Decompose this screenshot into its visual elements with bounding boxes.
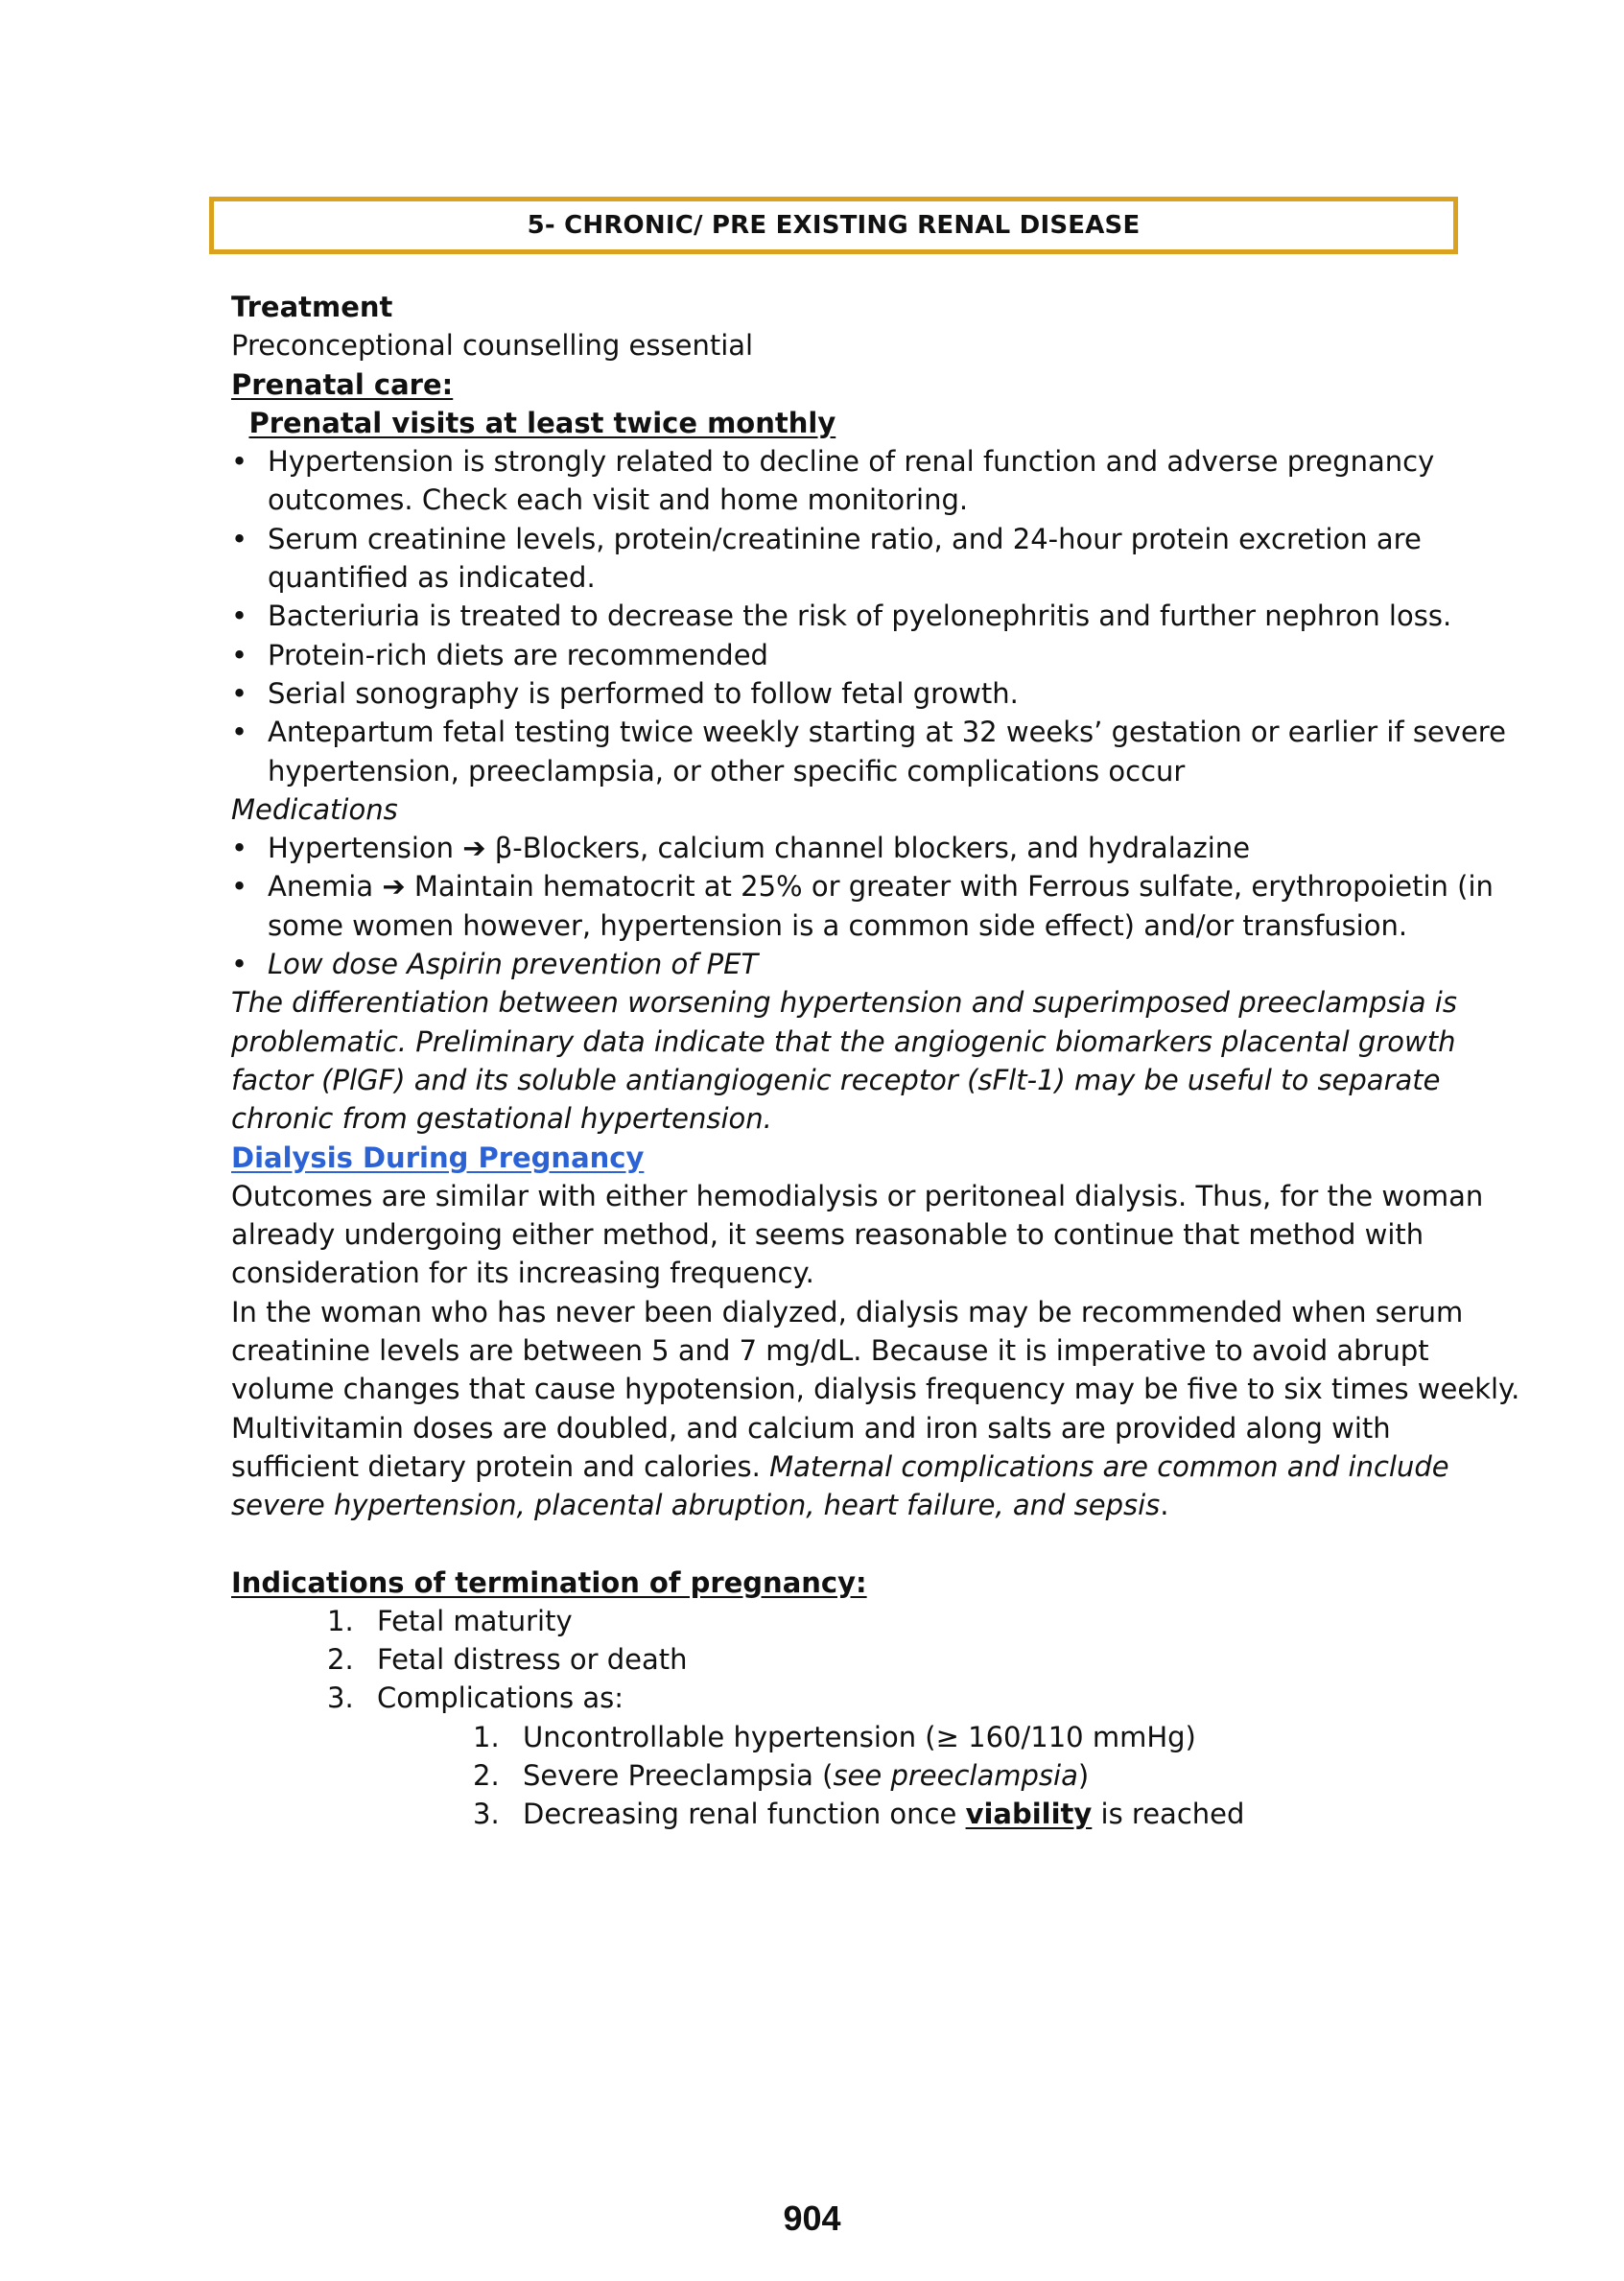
page-content [231, 288, 1520, 1834]
complication-item [473, 1718, 1440, 1756]
arrow-right-icon: ➔ [382, 870, 406, 904]
medication-item [231, 867, 1494, 945]
bullet-icon: • [231, 522, 248, 555]
complication-item [473, 1795, 1440, 1833]
prenatal-bullet-list [231, 442, 1506, 790]
item-text: Fetal maturity [377, 1604, 573, 1637]
termination-item [327, 1679, 1440, 1833]
counselling-text: Preconceptional counselling essential [231, 329, 754, 363]
text-segment: ) [1077, 1758, 1090, 1792]
medication-item [231, 945, 1440, 983]
text-segment: sufficient dietary protein and calories. [231, 1449, 770, 1483]
bullet-icon: • [231, 600, 248, 633]
bullet-text-line: Protein-rich diets are recommended [268, 638, 768, 671]
medication-item [231, 829, 1440, 867]
text-line: already undergoing either method, it seems reasonable to continue that method with [231, 1218, 1424, 1252]
bullet-text-line: Antepartum fetal testing twice weekly starting at 32 weeks’ gestation or earlier if severe [268, 716, 1506, 749]
item-number: 1. [327, 1604, 354, 1637]
section-title: 5- CHRONIC/ PRE EXISTING RENAL DISEASE [527, 211, 1141, 240]
viability-term: viability [965, 1798, 1093, 1831]
text-line: consideration for its increasing frequency. [231, 1257, 814, 1290]
bullet-icon: • [231, 832, 248, 865]
text-line: The differentiation between worsening hypertension and superimposed preeclampsia is [231, 986, 1457, 1020]
bullet-icon: • [231, 948, 248, 981]
hypertension-label: Hypertension [268, 832, 455, 865]
termination-heading: Indications of termination of pregnancy: [231, 1565, 867, 1599]
text-segment: is reached [1092, 1798, 1245, 1831]
anemia-label: Anemia [268, 870, 374, 904]
differentiation-paragraph [231, 983, 1457, 1138]
dialysis-paragraph-2 [231, 1293, 1520, 1525]
dialysis-heading-link[interactable]: Dialysis During Pregnancy [231, 1140, 645, 1174]
prenatal-bullet-item [231, 442, 1440, 520]
item-number: 3. [327, 1681, 354, 1715]
bullet-text-line: Serial sonography is performed to follow fetal growth. [268, 676, 1019, 710]
medications-list [231, 829, 1494, 983]
bullet-icon: • [231, 638, 248, 671]
prenatal-visits-line [231, 404, 1440, 442]
bullet-icon: • [231, 870, 248, 904]
text-line: creatinine levels are between 5 and 7 mg/dL. Because it is imperative to avoid abrupt [231, 1334, 1429, 1368]
page-number: 904 [783, 2199, 841, 2238]
bullet-text-line: outcomes. Check each visit and home monitoring. [268, 483, 969, 517]
medications-heading: Medications [231, 792, 398, 826]
prenatal-bullet-item [231, 674, 1440, 713]
hypertension-treatment: β-Blockers, calcium channel blockers, and hydralazine [494, 832, 1251, 865]
prenatal-bullet-item [231, 520, 1440, 598]
text-line: factor (PlGF) and its soluble antiangiogenic receptor (sFlt-1) may be useful to separate [231, 1063, 1441, 1096]
text-line: In the woman who has never been dialyzed, dialysis may be recommended when serum [231, 1295, 1464, 1329]
anemia-treatment-1: Maintain hematocrit at 25% or greater with Ferrous sulfate, erythropoietin (in [413, 870, 1494, 904]
text-segment: . [1160, 1489, 1169, 1522]
prenatal-bullet-item [231, 713, 1506, 790]
arrow-right-icon: ➔ [462, 832, 486, 865]
item-number: 1. [473, 1720, 500, 1753]
text-segment-italic: Maternal complications are common and include [769, 1449, 1449, 1483]
bullet-text-line: Hypertension is strongly related to decline of renal function and adverse pregnancy [268, 445, 1435, 479]
aspirin-text: Low dose Aspirin prevention of PET [268, 948, 759, 981]
text-segment-italic: severe hypertension, placental abruption, heart failure, and sepsis [231, 1489, 1161, 1522]
termination-item [327, 1640, 1440, 1679]
text-line: volume changes that cause hypotension, dialysis frequency may be five to six times weekly. [231, 1373, 1520, 1406]
prenatal-care-heading: Prenatal care: [231, 367, 454, 401]
bullet-text-line: hypertension, preeclampsia, or other specific complications occur [268, 754, 1186, 788]
item-text: Uncontrollable hypertension (≥ 160/110 mmHg) [523, 1720, 1196, 1753]
treatment-heading: Treatment [231, 291, 393, 323]
item-number: 3. [473, 1798, 500, 1831]
text-segment-italic: see preeclampsia [833, 1758, 1078, 1792]
text-line: problematic. Preliminary data indicate that the angiogenic biomarkers placental growth [231, 1024, 1456, 1058]
text-line: chronic from gestational hypertension. [231, 1102, 772, 1136]
termination-list [231, 1602, 1440, 1834]
bullet-text-line: Bacteriuria is treated to decrease the risk of pyelonephritis and further nephron loss. [268, 600, 1452, 633]
bullet-icon: • [231, 716, 248, 749]
item-number: 2. [473, 1758, 500, 1792]
section-title-box [209, 197, 1458, 254]
text-segment: Decreasing renal function once [523, 1798, 966, 1831]
termination-item [327, 1602, 1440, 1640]
text-segment: Severe Preeclampsia ( [523, 1758, 834, 1792]
prenatal-bullet-item [231, 636, 1440, 674]
bullet-text-line: quantified as indicated. [268, 561, 596, 595]
prenatal-bullet-item [231, 597, 1452, 635]
text-line: Outcomes are similar with either hemodialysis or peritoneal dialysis. Thus, for the woman [231, 1179, 1484, 1212]
bullet-icon: • [231, 445, 248, 479]
complication-item [473, 1756, 1440, 1795]
bullet-icon: • [231, 676, 248, 710]
bullet-text-line: Serum creatinine levels, protein/creatinine ratio, and 24-hour protein excretion are [268, 522, 1422, 555]
spacer [231, 1525, 1440, 1564]
anemia-treatment-2: some women however, hypertension is a common side effect) and/or transfusion. [268, 908, 1408, 942]
item-text: Complications as: [377, 1681, 624, 1715]
text-line: Multivitamin doses are doubled, and calcium and iron salts are provided along with [231, 1411, 1391, 1445]
item-number: 2. [327, 1643, 354, 1677]
complications-list [377, 1718, 1440, 1834]
item-text: Fetal distress or death [377, 1643, 688, 1677]
dialysis-paragraph-1 [231, 1177, 1484, 1293]
prenatal-visits-heading: Prenatal visits at least twice monthly [248, 406, 836, 439]
